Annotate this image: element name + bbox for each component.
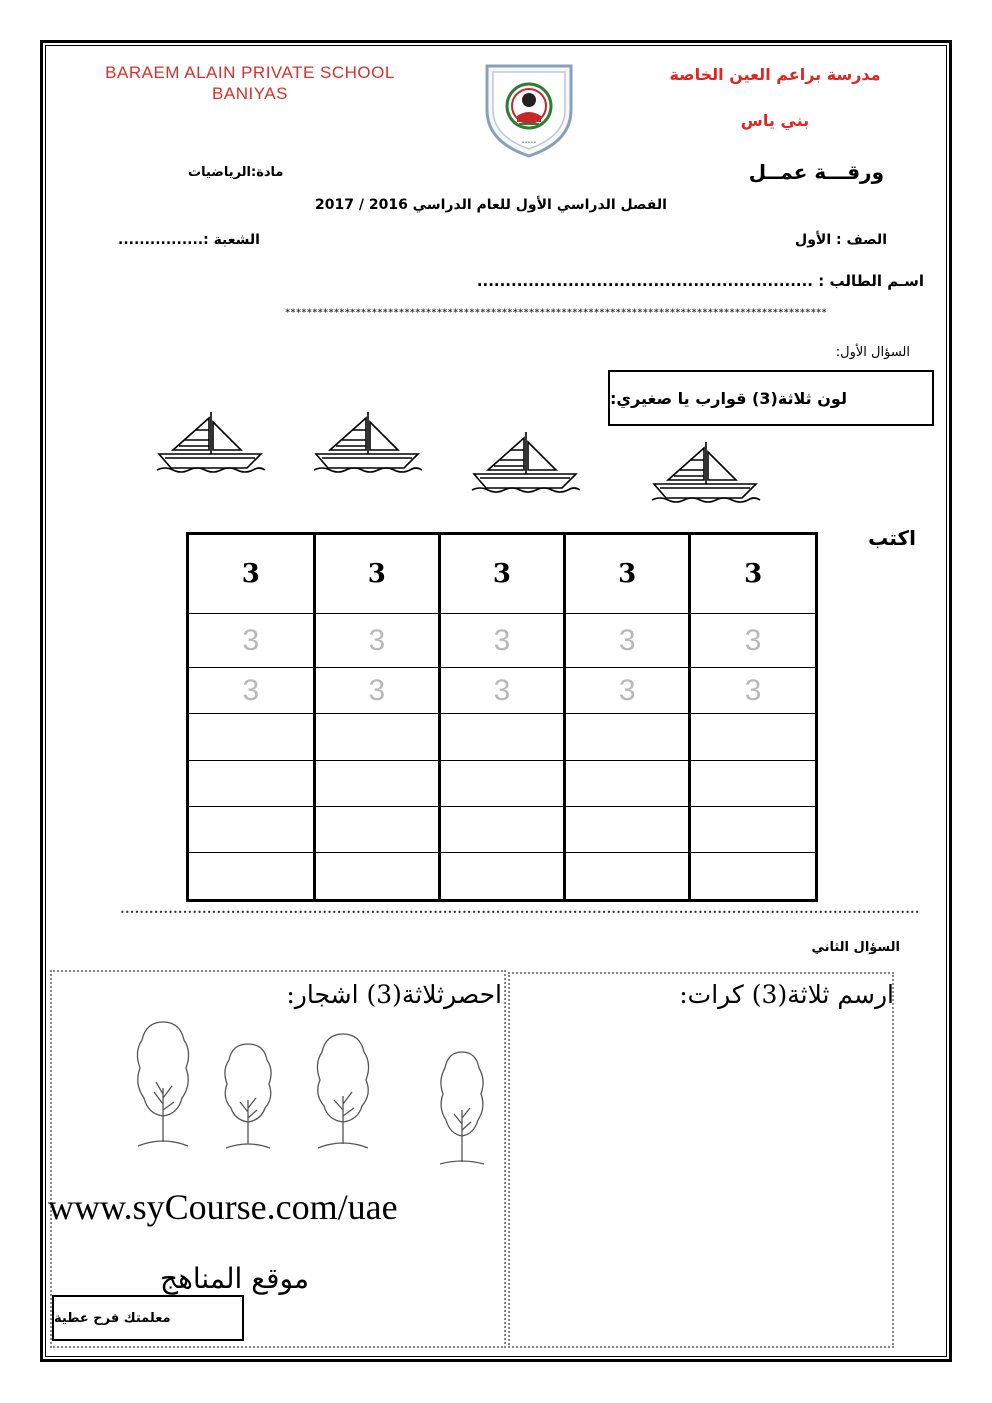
question1-instruction-box [608,370,934,426]
grid-cell: 3 [565,535,690,613]
grid-cell: 3 [189,535,314,613]
trace-cell[interactable]: 3 [690,613,815,667]
trace-cell[interactable]: 3 [565,668,690,714]
sailboat-icon[interactable] [470,428,582,494]
trace-cell[interactable]: 3 [439,613,564,667]
dotted-divider: •••••••••••••••••••••••••••••••••••••••••••••••••••••••••••••••••••••••••••••••••••••••••••••••••••••••••••••••••••••••••••••••••••••••••••••••••••••••••••••••••••••• [120,908,920,917]
empty-cell[interactable] [189,760,314,806]
empty-cell[interactable] [565,853,690,899]
circle-trees-instruction: احصرثلاثة(3) اشجار: [286,980,502,1009]
trace-row [189,613,815,667]
sailboat-icon[interactable] [155,408,267,474]
empty-cell[interactable] [439,760,564,806]
empty-cell[interactable] [314,714,439,760]
trace-cell[interactable]: 3 [314,613,439,667]
trace-row [189,668,815,714]
empty-row [189,714,815,760]
empty-cell[interactable] [189,853,314,899]
writing-grid [186,532,818,902]
site-name-watermark: موقع المناهج [160,1262,309,1295]
subject-label: مادة:الرياضيات [188,165,284,180]
trace-cell[interactable]: 3 [314,668,439,714]
draw-balls-instruction: ارسم ثلاثة(3) كرات: [679,980,894,1009]
empty-cell[interactable] [189,806,314,852]
empty-cell[interactable] [314,760,439,806]
empty-row [189,853,815,899]
empty-cell[interactable] [690,714,815,760]
empty-cell[interactable] [314,806,439,852]
school-name-arabic [640,62,910,134]
tree-icon[interactable] [132,1018,194,1154]
empty-cell[interactable] [439,853,564,899]
grid-cell: 3 [690,535,815,613]
tree-icon[interactable] [436,1048,488,1170]
school-city-ar-line: بني ياس [740,111,810,130]
semester-label: الفصل الدراسي الأول للعام الدراسي 2016 / 2017 [315,197,667,213]
question1-instruction: لون ثلاثة(3) قوارب يا صغيري: [610,388,847,408]
trace-cell[interactable]: 3 [565,613,690,667]
empty-cell[interactable] [690,760,815,806]
tree-icon[interactable] [220,1040,276,1154]
empty-cell[interactable] [314,853,439,899]
star-divider: **************************************************************************************************** [285,308,827,318]
trace-cell[interactable]: 3 [690,668,815,714]
school-city-en-line: BANIYAS [212,84,288,103]
teacher-name: معلمتك فرح عطية [54,1310,171,1326]
empty-cell[interactable] [565,806,690,852]
question2-label: السؤال الثاني [811,940,900,955]
empty-cell[interactable] [690,806,815,852]
school-shield-logo-icon [481,58,577,158]
sailboat-icon[interactable] [650,438,762,504]
empty-cell[interactable] [565,714,690,760]
school-name-ar-line: مدرسة براعم العين الخاصة [669,65,881,84]
svg-text:•••••: ••••• [521,140,537,146]
website-watermark: www.syCourse.com/uae [48,1187,398,1227]
model-row [189,535,815,613]
grade-label: الصف : الأول [795,232,887,248]
worksheet-title: ورقـــة عمــل [748,160,884,184]
trace-cell[interactable]: 3 [189,668,314,714]
empty-cell[interactable] [439,714,564,760]
teacher-box [52,1295,244,1341]
empty-cell[interactable] [690,853,815,899]
section-field[interactable]: الشعبة :................ [118,232,260,248]
tree-icon[interactable] [312,1030,374,1154]
empty-cell[interactable] [565,760,690,806]
grid-cell: 3 [314,535,439,613]
empty-cell[interactable] [439,806,564,852]
empty-cell[interactable] [189,714,314,760]
sailboat-icon[interactable] [312,408,424,474]
grid-cell: 3 [439,535,564,613]
write-label: اكتب [868,526,916,550]
draw-balls-box[interactable] [508,972,894,1348]
trace-cell[interactable]: 3 [189,613,314,667]
trace-cell[interactable]: 3 [439,668,564,714]
empty-row [189,806,815,852]
school-name-english [60,62,440,104]
student-name-field[interactable]: اسـم الطالب : ........................................................... [476,272,924,290]
school-name-en-line: BARAEM ALAIN PRIVATE SCHOOL [105,63,395,82]
empty-row [189,760,815,806]
question1-label: السؤال الأول: [835,345,910,360]
